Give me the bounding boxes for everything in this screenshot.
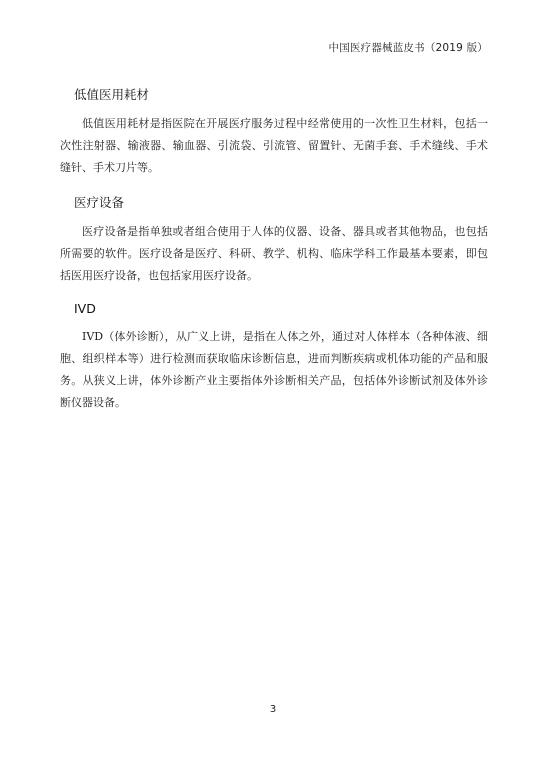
section-ivd (60, 301, 488, 414)
section-low-value-consumables (60, 85, 488, 179)
section-paragraph: 医疗设备是指单独或者组合使用于人体的仪器、设备、器具或者其他物品，也包括所需要的软件。医疗设备是医疗、科研、教学、机构、临床学科工作最基本要素，即包括医用医疗设备，也包括家用医疗设备。 (60, 225, 488, 282)
section-title: 医疗设备 (74, 195, 125, 210)
page-number: 3 (269, 704, 277, 715)
section-paragraph: IVD（体外诊断），从广义上讲，是指在人体之外，通过对人体样本（各种体液、细胞、组织样本等）进行检测而获取临床诊断信息，进而判断疾病或机体功能的产品和服务。从狭义上讲，体外诊断产业主要指体外诊断相关产品，包括体外诊断试剂及体外诊断仪器设备。 (60, 330, 488, 409)
section-title: 低值医用耗材 (74, 87, 150, 102)
document-body (60, 85, 488, 428)
section-title: IVD (74, 301, 96, 316)
section-medical-equipment (60, 193, 488, 287)
running-header: 中国医疗器械蓝皮书（2019 版） (328, 42, 488, 54)
section-paragraph: 低值医用耗材是指医院在开展医疗服务过程中经常使用的一次性卫生材料，包括一次性注射器、输液器、输血器、引流袋、引流管、留置针、无菌手套、手术缝线、手术缝针、手术刀片等。 (60, 117, 488, 174)
